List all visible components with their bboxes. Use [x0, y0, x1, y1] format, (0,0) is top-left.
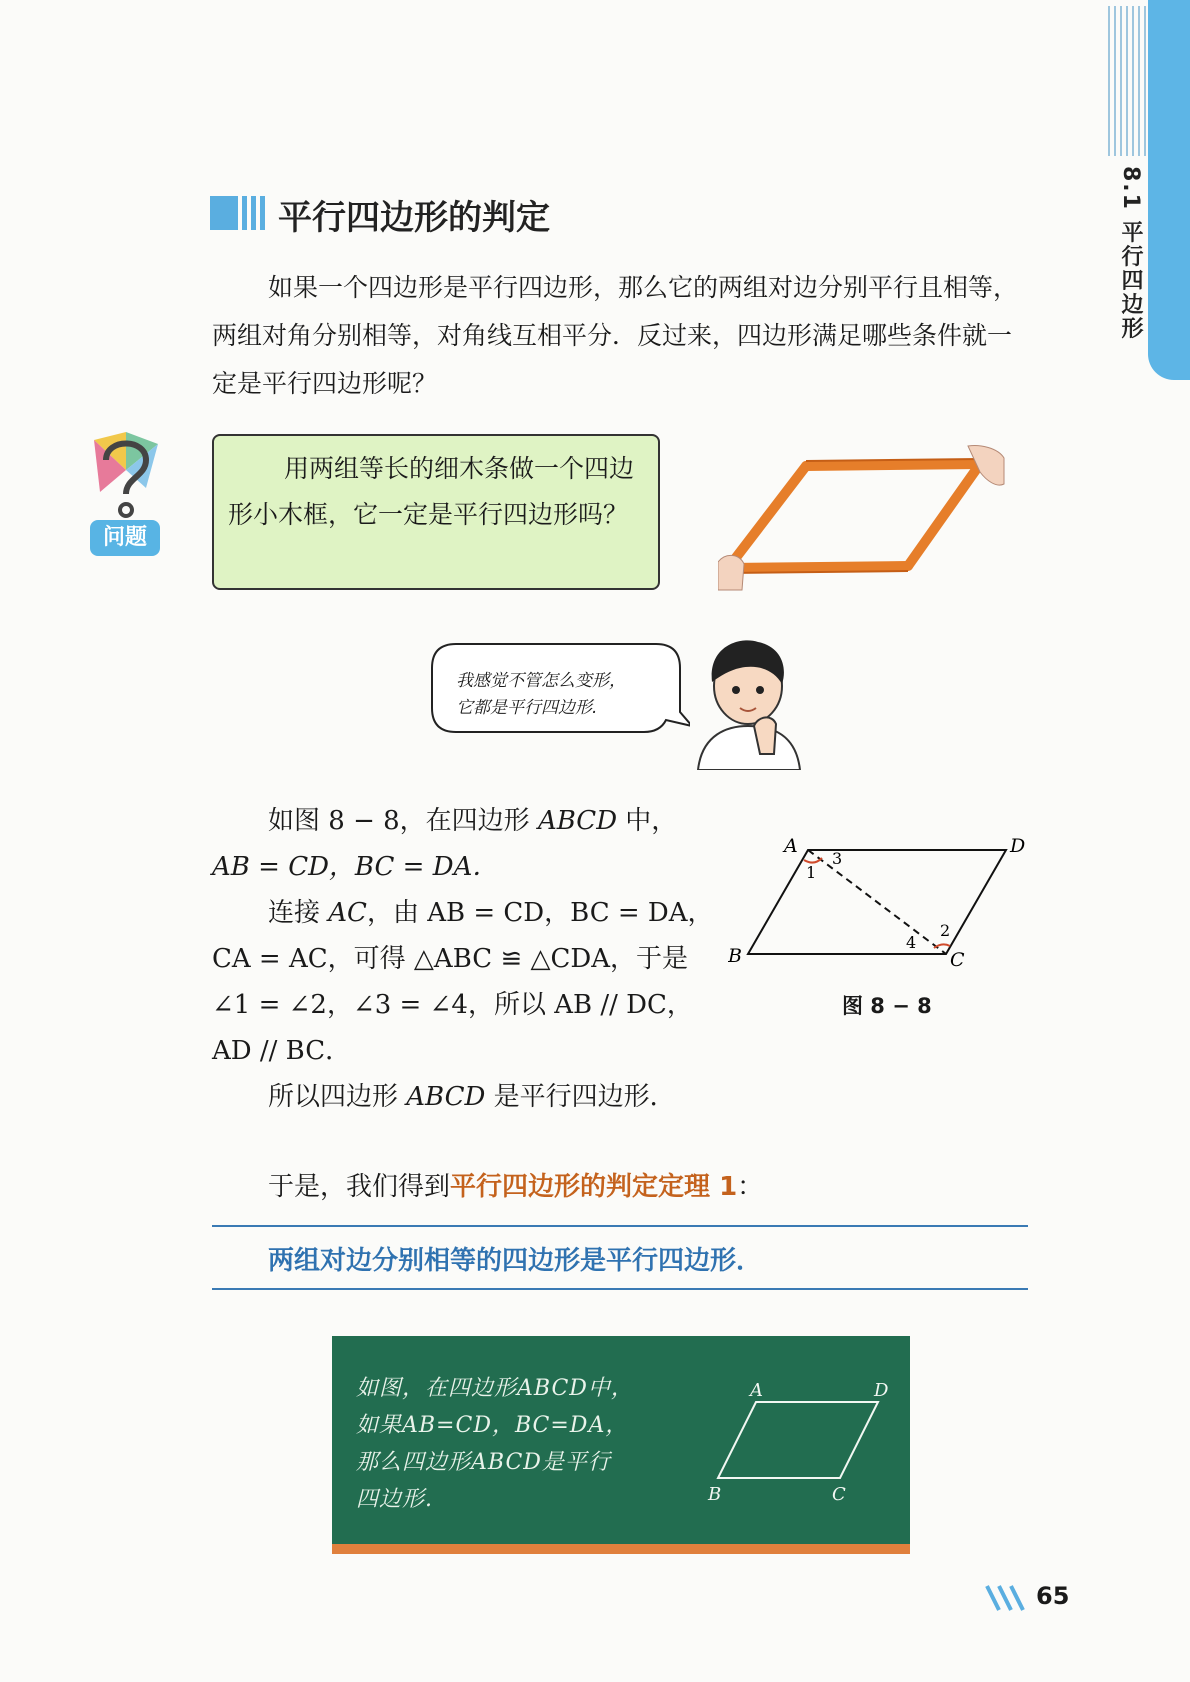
board-label-c: C: [832, 1484, 846, 1505]
proof-line-1: [212, 798, 714, 844]
figure-8-8-caption: 图 8 − 8: [842, 994, 932, 1018]
proof-line-3: [212, 890, 714, 936]
theorem-rule-bottom: [212, 1288, 1028, 1290]
wooden-frame-image: [718, 444, 1008, 594]
label-b: B: [728, 945, 742, 967]
proof-line-7: [212, 1074, 714, 1120]
board-label-d: D: [874, 1380, 889, 1401]
speech-line-1: 我感觉不管怎么变形，: [456, 671, 626, 691]
problem-text: 用两组等长的细木条做一个四边形小木框，它一定是平行四边形吗？: [228, 454, 635, 529]
chalkboard-line-1: 如图，在四边形ABCD中，: [356, 1376, 634, 1401]
proof-line-7b: ABCD: [406, 1082, 486, 1112]
proof-text: [212, 798, 714, 1120]
theorem-name: 平行四边形的判定定理 1: [450, 1172, 738, 1202]
angle-2: 2: [940, 921, 951, 940]
theorem-lead: [268, 1166, 763, 1203]
intro-paragraph: 如果一个四边形是平行四边形，那么它的两组对边分别平行且相等，两组对角分别相等，对角线互相平分．反过来，四边形满足哪些条件就一定是平行四边形呢？: [212, 273, 1019, 398]
boy-thinking-illustration: [688, 630, 808, 770]
proof-line-1b: ABCD: [537, 806, 618, 836]
theorem-colon: ：: [737, 1172, 764, 1202]
angle-1: 1: [806, 863, 817, 882]
proof-line-2-text: AB = CD，BC = DA．: [212, 852, 499, 882]
problem-box: [212, 434, 660, 590]
problem-badge: 问题: [90, 520, 160, 556]
chapter-side-tab: [1148, 0, 1190, 380]
board-label-a: A: [750, 1380, 763, 1401]
chalkboard-line-3: 那么四边形ABCD是平行: [356, 1450, 611, 1475]
proof-line-3b: AC: [328, 898, 367, 928]
proof-line-7a: 所以四边形: [268, 1082, 407, 1112]
proof-line-5: ∠1 = ∠2，∠3 = ∠4，所以 AB // DC，: [212, 990, 693, 1020]
theorem-statement: 两组对边分别相等的四边形是平行四边形．: [268, 1246, 763, 1276]
proof-line-4: CA = AC，可得 △ABC ≌ △CDA，于是: [212, 944, 688, 974]
question-mark-icon: [86, 430, 162, 526]
side-stripes: [1108, 6, 1146, 156]
chapter-side-label: 8.1 平行四边形: [1118, 166, 1143, 341]
theorem-rule-top: [212, 1225, 1028, 1227]
speech-line-2: 它都是平行四边形.: [456, 698, 598, 718]
board-label-b: B: [708, 1484, 722, 1505]
chalkboard-figure: [700, 1378, 900, 1508]
chalkboard-text: [356, 1370, 686, 1518]
chalkboard-line-4: 四边形.: [356, 1487, 433, 1512]
chalkboard-line-2: 如果AB=CD，BC=DA，: [356, 1413, 629, 1438]
label-c: C: [950, 949, 965, 971]
page-number: 65: [1036, 1582, 1070, 1610]
label-d: D: [1010, 835, 1026, 857]
proof-line-1c: 中，: [617, 806, 678, 836]
angle-4: 4: [906, 933, 917, 952]
page-number-marks-icon: [985, 1584, 1033, 1612]
proof-line-2: [212, 844, 714, 890]
proof-line-3a: 连接: [268, 898, 329, 928]
figure-8-8: [728, 832, 1038, 972]
proof-line-7c: 是平行四边形．: [485, 1082, 676, 1112]
heading-marker-icon: [210, 196, 265, 230]
section-title: 平行四边形的判定: [278, 198, 550, 238]
theorem-lead-text: 于是，我们得到: [268, 1172, 451, 1202]
label-a: A: [784, 835, 798, 857]
angle-3: 3: [832, 849, 843, 868]
proof-line-3c: ，由 AB = CD，BC = DA，: [366, 898, 714, 928]
proof-line-1a: 如图 8 − 8，在四边形: [268, 806, 538, 836]
speech-text: [456, 668, 676, 722]
proof-line-6: AD // BC．: [212, 1036, 352, 1066]
diagonal-ac: [808, 850, 946, 954]
